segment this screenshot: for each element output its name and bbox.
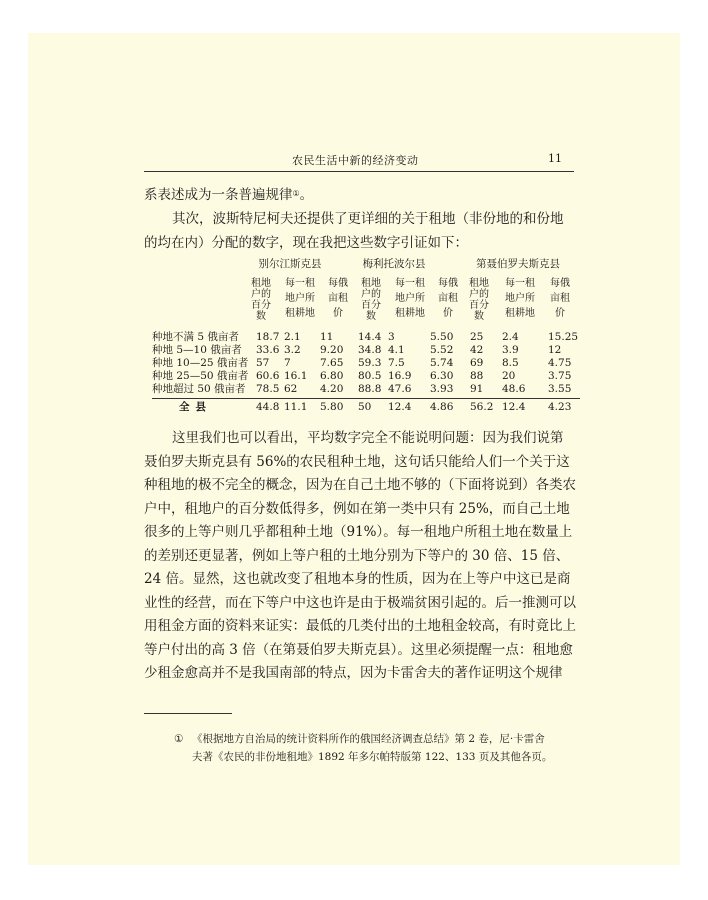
subheader-rent: 每俄 亩租 价 [328,278,348,319]
table-cell: 6.30 [430,370,454,382]
table-cell: 12.4 [502,401,526,413]
table-cell: 56.2 [470,401,494,413]
subheader-share: 租地 户的 百分 数 [361,278,381,322]
table-cell: 60.6 [256,370,280,382]
table-row [152,370,580,383]
table-cell: 44.8 [256,401,280,413]
table-cell: 62 [284,383,298,395]
footnote-reference: ① [292,189,300,198]
table-cell: 5.80 [320,401,344,413]
footnote-line-2: 夫著《农民的非份地租地》1892 年多尔帕特版第 122、133 页及其他各页。 [192,751,553,763]
row-label: 全县 [179,401,212,413]
table-cell: 78.5 [256,383,280,395]
row-label: 种地 25—50 俄亩者 [152,370,249,382]
group-header-berdyansk: 别尔江斯克县 [258,258,322,270]
table-cell: 88 [470,370,484,382]
table-cell: 9.20 [320,344,344,356]
table-cell: 48.6 [502,383,526,395]
table-cell: 7.5 [388,357,405,369]
footnote-rule [144,713,232,714]
table-cell: 3.55 [548,383,572,395]
row-label: 种地不满 5 俄亩者 [152,331,239,343]
table-cell: 2.4 [502,331,519,343]
paragraph-1: 系表述成为一条普遍规律①。 [144,187,314,203]
table-cell: 4.20 [320,383,344,395]
table-cell: 34.8 [358,344,382,356]
table-cell: 12 [548,344,562,356]
subheader-land: 每一租 地户所 租耕地 [395,278,425,319]
table-cell: 2.1 [284,331,301,343]
table-cell: 5.74 [430,357,454,369]
paragraph-2: 其次，波斯特尼柯夫还提供了更详细的关于租地（非份地的和份地的均在内）分配的数字，现在我把这些数字引证如下： [144,211,564,251]
table-cell: 91 [470,383,484,395]
subheader-share: 租地 户的 百分 数 [251,278,271,322]
table-row [152,331,580,344]
table-cell: 4.75 [548,357,572,369]
table-cell: 47.6 [388,383,412,395]
paragraph-3: 这里我们也可以看出，平均数字完全不能说明问题：因为我们说第聂伯罗夫斯克县有 56%的农民租种土地，这句话只能给人们一个关于这种租地的极不完全的概念，因为在自己土地不够的（下面将说到）各类农户中，租地户的百分数低得多，例如在第一类中只有 25%，而自己土地很多的上等户则几乎都租种土地（91%）。每一租地户所租土地在数量上的差别还更显著，例如上等户租的土地分别为下等户的 30 倍、15 倍、24 倍。显然，这也就改变了租地本身的性质，因为在上等户中这已是商业性的经营，而在下等户中这也许是由于极端贫困引起的。后一推测可以用租金方面的资料来证实：最低的几类付出的土地租金较高，有时竟比上等户付出的高 3 倍（在第聂伯罗夫斯克县）。这里必须提醒一点：租地愈少租金愈高并不是我国南部的特点，因为卡雷舍夫的著作证明这个规律 [144,430,576,681]
subheader-rent: 每俄 亩租 价 [438,278,458,319]
table-cell: 11 [320,331,334,343]
table-cell: 7.65 [320,357,344,369]
table-cell: 15.25 [548,331,579,343]
page-number: 11 [548,152,562,165]
subheader-land: 每一租 地户所 租耕地 [285,278,315,319]
table-cell: 12.4 [388,401,412,413]
subheader-rent: 每俄 亩租 价 [550,278,570,319]
table-cell: 33.6 [256,344,280,356]
table-cell: 80.5 [358,370,382,382]
table-cell: 5.52 [430,344,454,356]
row-label: 种地 10—25 俄亩者 [152,357,249,369]
table-cell: 4.23 [548,401,572,413]
table-cell: 16.1 [284,370,308,382]
group-header-melitopol: 梅利托波尔县 [362,258,426,270]
table-cell: 5.50 [430,331,454,343]
row-label: 种地超过 50 俄亩者 [152,383,246,395]
table-total-row [152,401,580,414]
table-cell: 3.9 [502,344,519,356]
table-cell: 18.7 [256,331,280,343]
table-cell: 4.86 [430,401,454,413]
table-cell: 59.3 [358,357,382,369]
table-cell: 25 [470,331,484,343]
table-cell: 3.2 [284,344,301,356]
table-cell: 6.80 [320,370,344,382]
table-cell: 8.5 [502,357,519,369]
group-header-dnieper: 第聂伯罗夫斯克县 [476,258,560,270]
table-cell: 7 [284,357,291,369]
table-row [152,383,580,396]
table-cell: 20 [502,370,516,382]
table-cell: 88.8 [358,383,382,395]
subheader-land: 每一租 地户所 租耕地 [505,278,535,319]
row-label: 种地 5—10 俄亩者 [152,344,242,356]
table-cell: 3.93 [430,383,454,395]
table-row [152,357,580,370]
footnote-line-1: 《根据地方自治局的统计资料所作的俄国经济调查总结》第 2 卷，尼·卡雷舍 [192,733,545,745]
subheader-share: 租地 户的 百分 数 [469,278,489,322]
table-cell: 50 [358,401,372,413]
table-cell: 57 [256,357,270,369]
table-cell: 69 [470,357,484,369]
table-row [152,344,580,357]
table-cell: 3.75 [548,370,572,382]
table-cell: 42 [470,344,484,356]
table-cell: 3 [388,331,395,343]
table-cell: 11.1 [284,401,308,413]
running-head [144,151,574,172]
footnote-mark: ① [174,733,184,745]
table-cell: 14.4 [358,331,382,343]
table-cell: 4.1 [388,344,405,356]
running-head-title: 农民生活中新的经济变动 [292,154,419,167]
table-cell: 16.9 [388,370,412,382]
table-rule [152,398,580,399]
